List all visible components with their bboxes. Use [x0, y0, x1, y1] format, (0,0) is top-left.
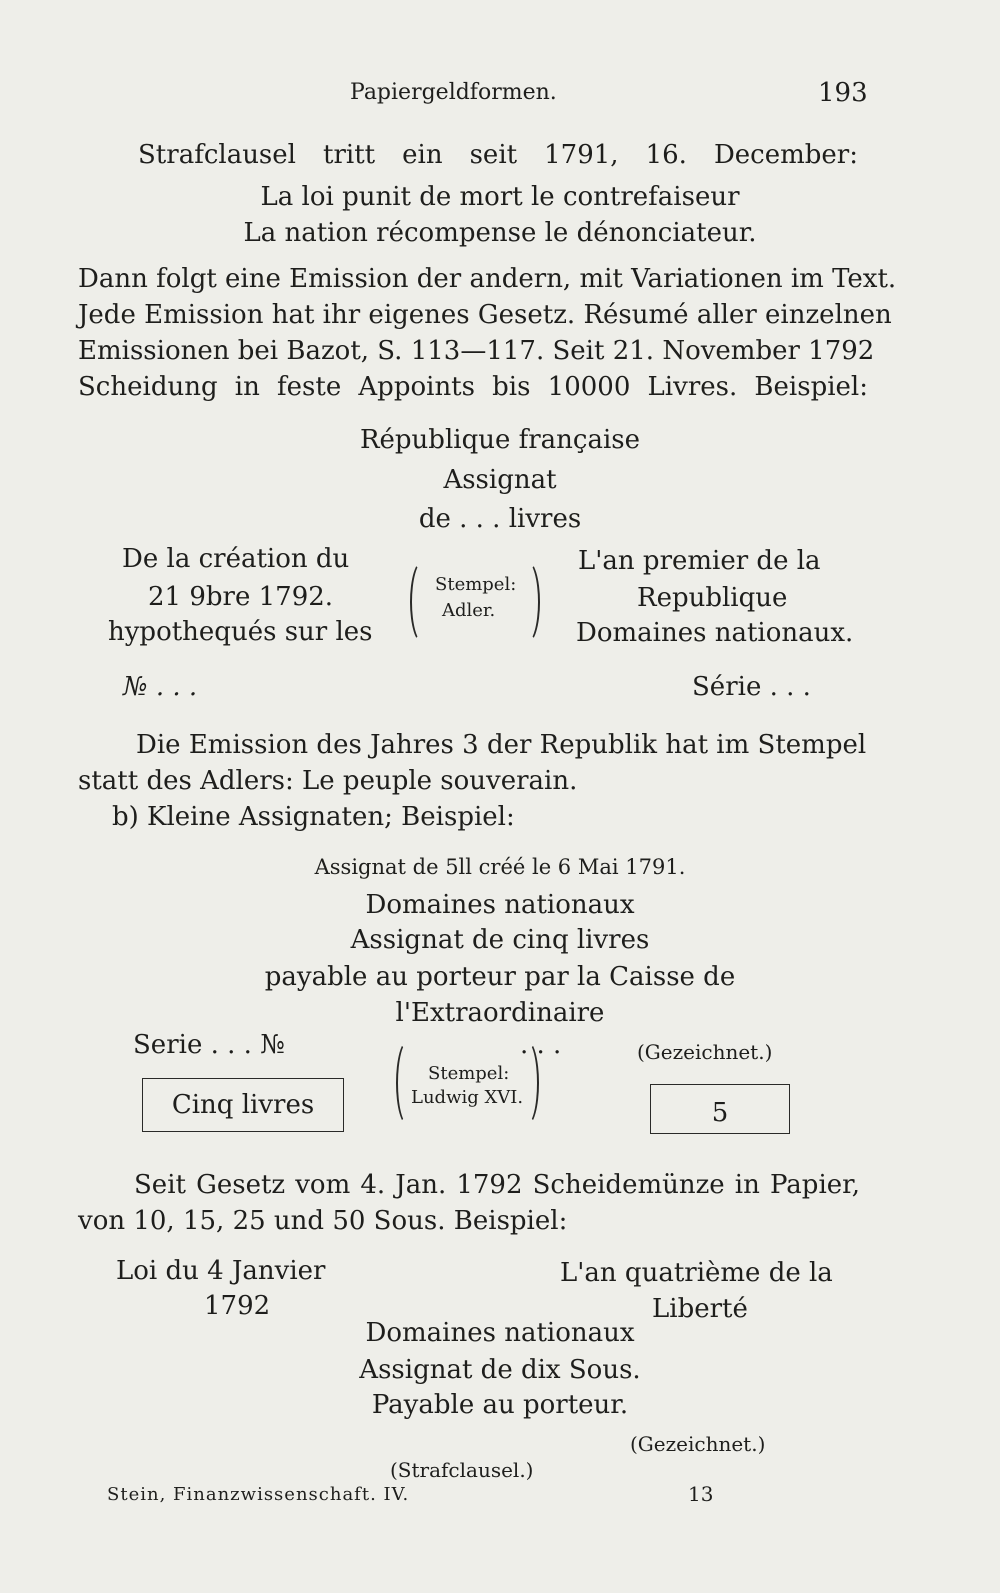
text-line: La loi punit de mort le contrefaiseur: [260, 182, 740, 212]
text-line: Dann folgt eine Emission der andern, mit Variationen im Text.: [78, 264, 897, 294]
assignat-serie: Serie . . . №: [133, 1030, 285, 1060]
text-line: Emissionen bei Bazot, S. 113—117. Seit 21. November 1792: [78, 336, 875, 366]
assignat-signed: (Gezeichnet.): [630, 1432, 766, 1456]
assignat-right-line: L'an quatrième de la: [560, 1258, 833, 1288]
assignat-line: Domaines nationaux: [365, 1318, 635, 1348]
assignat-value: de . . . livres: [418, 504, 582, 534]
assignat-heading: Assignat de 5ll créé le 6 Mai 1791.: [314, 855, 686, 879]
stamp-name: Ludwig XVI.: [411, 1087, 524, 1108]
assignat-left-line: hypothequés sur les: [108, 617, 373, 647]
assignat-left-line: 1792: [204, 1291, 271, 1321]
stamp-bracket-left: [410, 560, 436, 644]
stamp-label: Stempel:: [428, 1063, 510, 1084]
assignat-line: Payable au porteur.: [371, 1390, 629, 1420]
text-line: von 10, 15, 25 und 50 Sous. Beispiel:: [78, 1206, 568, 1236]
stamp-name: Adler.: [442, 600, 496, 621]
assignat-number-dots: . . .: [520, 1030, 562, 1060]
assignat-line: Assignat de cinq livres: [350, 925, 650, 955]
assignat-number: № . . .: [123, 672, 198, 702]
assignat-title: République française: [359, 425, 641, 455]
stamp-bracket-right: [514, 560, 540, 644]
assignat-left-line: De la création du: [122, 544, 350, 574]
stamp-label: Stempel:: [435, 574, 517, 595]
assignat-left-line: Loi du 4 Janvier: [116, 1256, 326, 1286]
assignat-right-line: Republique: [637, 583, 788, 613]
assignat-signed: (Gezeichnet.): [637, 1040, 773, 1064]
assignat-line: Domaines nationaux: [365, 890, 635, 920]
running-head: Papiergeldformen.: [350, 80, 557, 105]
value-box-right-text: 5: [711, 1098, 729, 1128]
value-box-left-text: Cinq livres: [171, 1090, 315, 1120]
text-line: La nation récompense le dénonciateur.: [243, 218, 757, 248]
assignat-right-line: L'an premier de la: [578, 546, 821, 576]
text-line: Strafclausel tritt ein seit 1791, 16. December:: [138, 140, 858, 170]
text-line: Scheidung in feste Appoints bis 10000 Livres. Beispiel:: [78, 372, 868, 402]
footer-signature: 13: [688, 1482, 714, 1506]
text-line: statt des Adlers: Le peuple souverain.: [78, 766, 578, 796]
value-box-left: [142, 1078, 344, 1132]
text-line: Seit Gesetz vom 4. Jan. 1792 Scheidemünze in Papier,: [134, 1170, 860, 1200]
assignat-line: l'Extraordinaire: [395, 998, 605, 1028]
text-line: Jede Emission hat ihr eigenes Gesetz. Résumé aller einzelnen: [78, 300, 892, 330]
page-number: 193: [818, 78, 868, 108]
assignat-line: Assignat de dix Sous.: [359, 1355, 641, 1385]
stamp-bracket-right: [515, 1040, 539, 1126]
section-heading: b) Kleine Assignaten; Beispiel:: [112, 802, 515, 832]
footer-source: Stein, Finanzwissenschaft. IV.: [107, 1484, 410, 1505]
penal-clause: (Strafclausel.): [390, 1458, 534, 1482]
assignat-right-line: Liberté: [652, 1294, 748, 1324]
assignat-series: Série . . .: [692, 672, 811, 702]
text-line: Die Emission des Jahres 3 der Republik hat im Stempel: [136, 730, 867, 760]
stamp-bracket-left: [396, 1040, 420, 1126]
assignat-line: payable au porteur par la Caisse de: [264, 962, 736, 992]
assignat-right-line: Domaines nationaux.: [576, 618, 854, 648]
assignat-subtitle: Assignat: [443, 465, 557, 495]
assignat-left-line: 21 9bre 1792.: [148, 582, 334, 612]
value-box-right: [650, 1084, 790, 1134]
